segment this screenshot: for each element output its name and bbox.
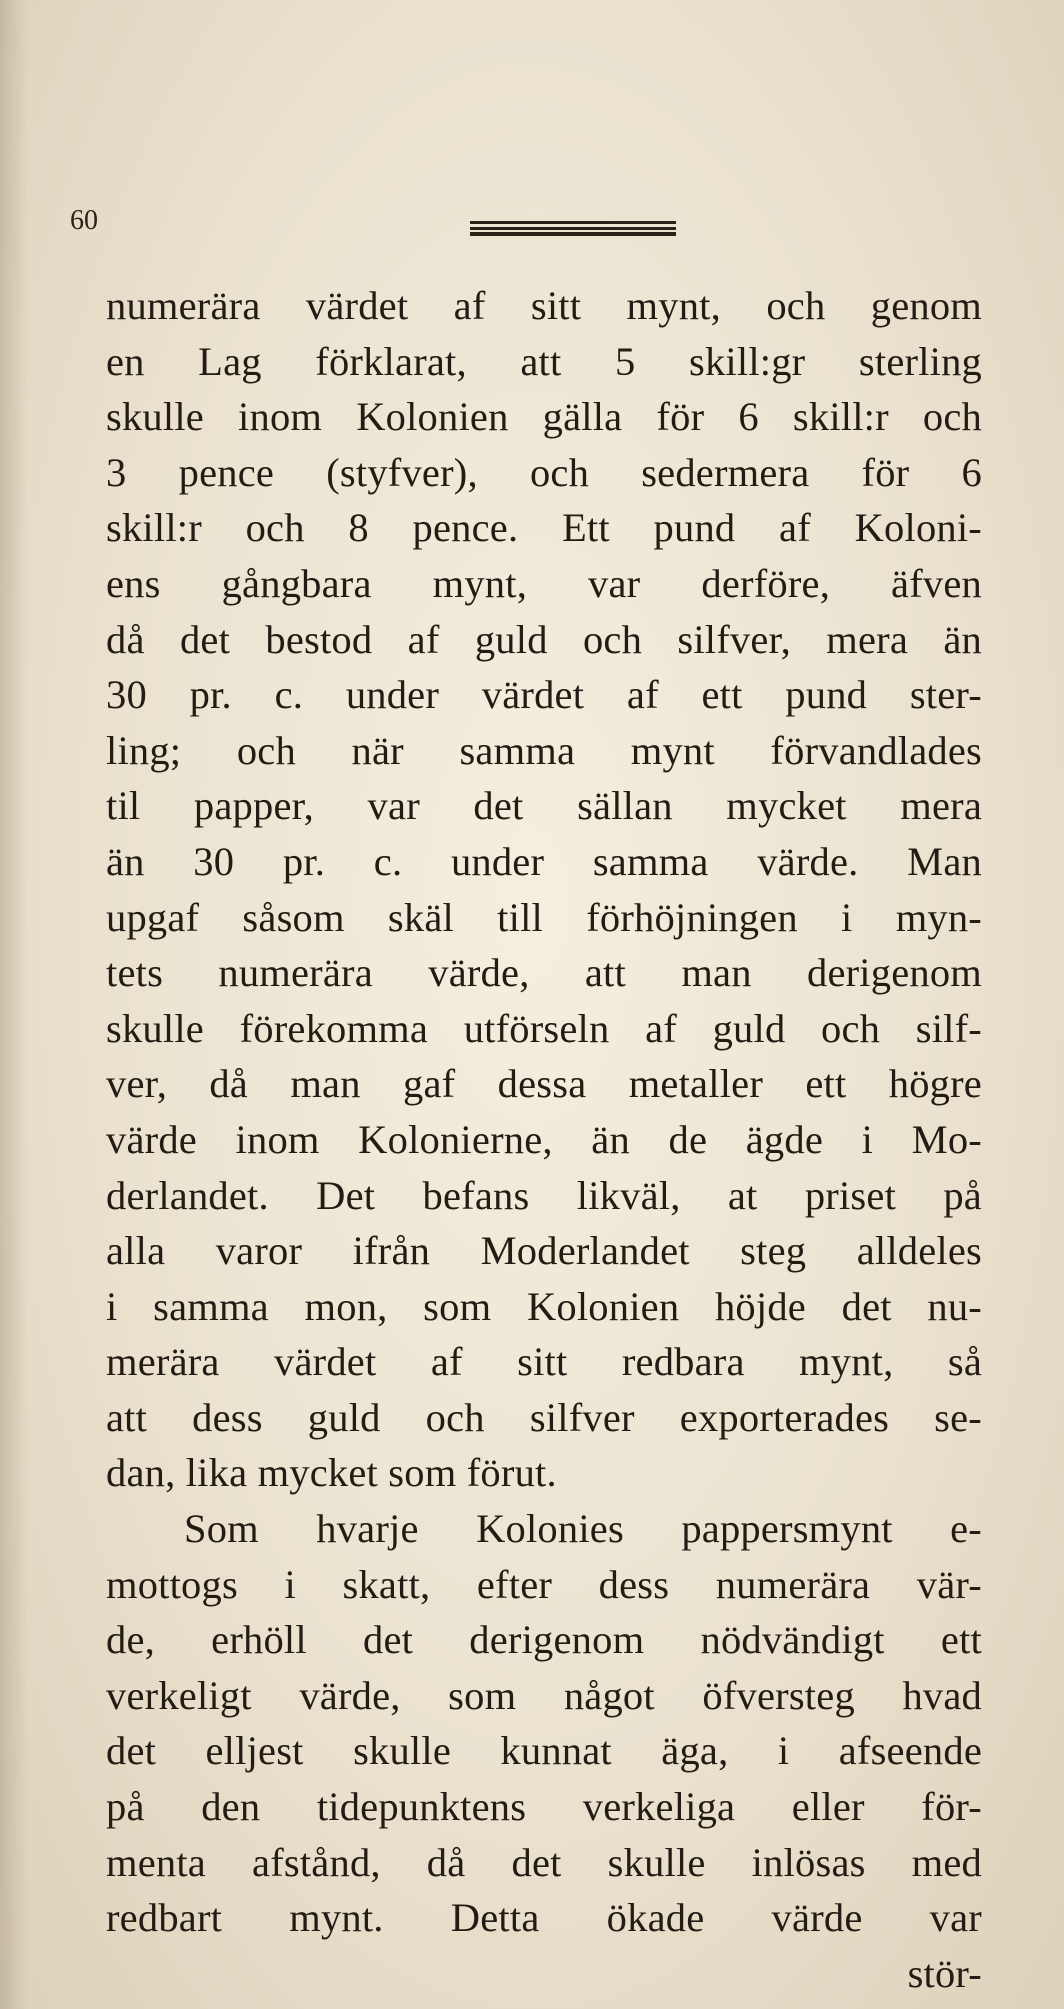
text-body — [106, 278, 982, 2001]
text-line: til papper, var det sällan mycket mera — [106, 783, 982, 829]
text-line: skill:r och 8 pence. Ett pund af Koloni- — [106, 505, 982, 551]
text-line: i samma mon, som Kolonien höjde det nu- — [106, 1283, 982, 1329]
text-line: en Lag förklarat, att 5 skill:gr sterling — [106, 338, 982, 384]
text-line: derlandet. Det befans likväl, at priset på — [106, 1172, 982, 1218]
text-line: 3 pence (styfver), och sedermera för 6 — [106, 449, 982, 495]
page-number: 60 — [70, 205, 98, 236]
text-line: verkeligt värde, som något öfversteg hvad — [106, 1672, 982, 1718]
text-line: dan, lika mycket som förut. — [106, 1450, 557, 1496]
text-line: tets numerära värde, att man derigenom — [106, 950, 982, 996]
text-line: alla varor ifrån Moderlandet steg alldeles — [106, 1228, 982, 1274]
text-line: än 30 pr. c. under samma värde. Man — [106, 838, 982, 884]
text-line: de, erhöll det derigenom nödvändigt ett — [106, 1617, 982, 1663]
text-line: merära värdet af sitt redbara mynt, så — [106, 1339, 982, 1385]
page-header — [70, 205, 630, 245]
binding-shadow — [0, 0, 28, 2009]
text-line: redbart mynt. Detta ökade värde var — [106, 1895, 982, 1941]
text-line: numerära värdet af sitt mynt, och genom — [106, 283, 982, 328]
ornament-rule — [470, 221, 676, 237]
text-line: skulle inom Kolonien gälla för 6 skill:r och — [106, 394, 982, 440]
text-line: värde inom Kolonierne, än de ägde i Mo- — [106, 1116, 982, 1162]
text-line: ling; och när samma mynt förvandlades — [106, 727, 982, 773]
text-line: skulle förekomma utförseln af guld och silf- — [106, 1005, 982, 1051]
text-line: ver, då man gaf dessa metaller ett högre — [106, 1061, 982, 1107]
paragraph-start-line: Som hvarje Kolonies pappersmynt e- — [184, 1506, 982, 1552]
text-line: 30 pr. c. under värdet af ett pund ster- — [106, 672, 982, 718]
text-line: då det bestod af guld och silfver, mera än — [106, 616, 982, 662]
text-line: menta afstånd, då det skulle inlösas med — [106, 1839, 982, 1885]
catchword: stör- — [907, 1950, 982, 1996]
text-line: ens gångbara mynt, var derföre, äfven — [106, 560, 982, 606]
text-line: att dess guld och silfver exporterades se- — [106, 1394, 982, 1440]
text-line: upgaf såsom skäl till förhöjningen i myn- — [106, 894, 982, 940]
text-line: mottogs i skatt, efter dess numerära vär- — [106, 1561, 982, 1607]
text-line: på den tidepunktens verkeliga eller för- — [106, 1784, 982, 1830]
text-line: det elljest skulle kunnat äga, i afseende — [106, 1728, 982, 1774]
